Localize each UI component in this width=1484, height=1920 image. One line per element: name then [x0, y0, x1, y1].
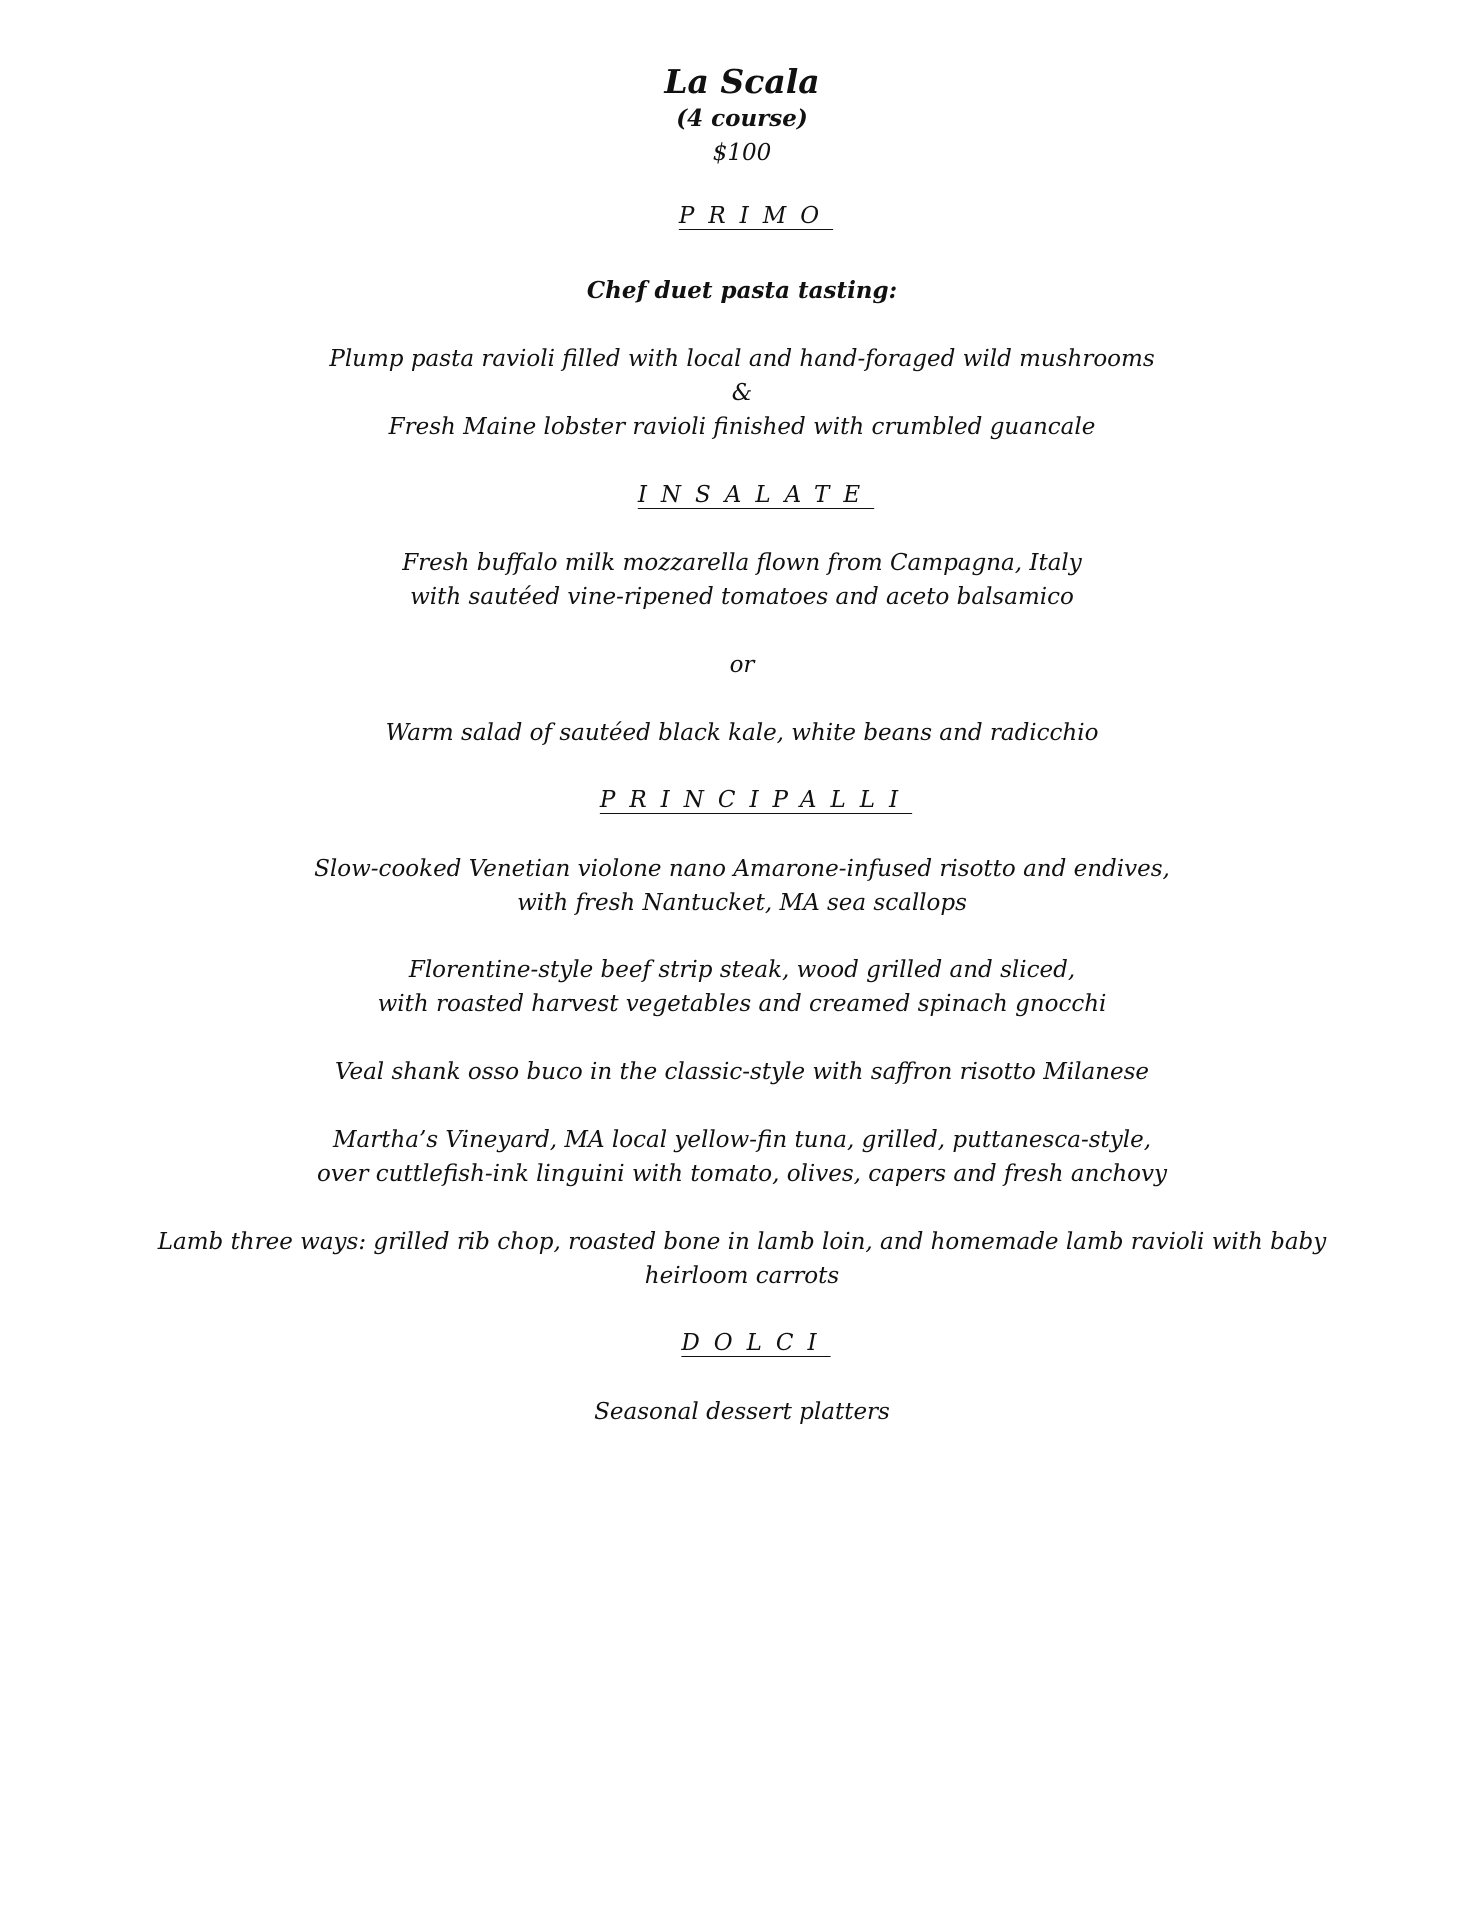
principalli-dish-5-line-1: Lamb three ways: grilled rib chop, roasted bone in lamb loin, and homemade lamb ravioli with baby	[157, 1229, 1327, 1255]
principalli-dish-5-line-2: heirloom carrots	[644, 1263, 840, 1289]
principalli-dish-4-line-1: Martha’s Vineyard, MA local yellow-fin tuna, grilled, puttanesca-style,	[332, 1127, 1152, 1153]
primo-item-2: Fresh Maine lobster ravioli finished with crumbled guancale	[388, 414, 1096, 440]
principalli-dish-4-line-2: over cuttlefish-ink linguini with tomato, olives, capers and fresh anchovy	[317, 1161, 1167, 1187]
principalli-dish-1-line-1: Slow-cooked Venetian violone nano Amarone-infused risotto and endives,	[314, 856, 1170, 882]
principalli-dish-3: Veal shank osso buco in the classic-style with saffron risotto Milanese	[334, 1059, 1150, 1085]
page-title: La Scala	[664, 62, 820, 101]
course-count: (4 course)	[676, 105, 808, 132]
primo-connector: &	[731, 380, 753, 406]
section-heading-primo: PRIMO	[678, 203, 834, 229]
price: $100	[712, 140, 772, 166]
principalli-dish-2-line-2: with roasted harvest vegetables and creamed spinach gnocchi	[377, 991, 1107, 1017]
insalate-option-2: Warm salad of sautéed black kale, white beans and radicchio	[385, 720, 1099, 746]
primo-intro: Chef duet pasta tasting:	[586, 277, 898, 304]
principalli-dish-2-line-1: Florentine-style beef strip steak, wood grilled and sliced,	[408, 957, 1076, 983]
primo-item-1: Plump pasta ravioli filled with local and hand-foraged wild mushrooms	[329, 346, 1155, 372]
principalli-dish-1-line-2: with fresh Nantucket, MA sea scallops	[517, 890, 967, 916]
section-heading-dolci: DOLCI	[681, 1330, 831, 1356]
section-heading-principalli: PRINCIPALLI	[599, 787, 913, 813]
insalate-option-1-line-2: with sautéed vine-ripened tomatoes and aceto balsamico	[410, 584, 1074, 610]
section-heading-insalate: INSALATE	[637, 482, 875, 508]
insalate-option-1-line-1: Fresh buffalo milk mozzarella flown from Campagna, Italy	[402, 550, 1082, 576]
dolci-item: Seasonal dessert platters	[594, 1399, 890, 1425]
insalate-separator: or	[729, 652, 755, 678]
